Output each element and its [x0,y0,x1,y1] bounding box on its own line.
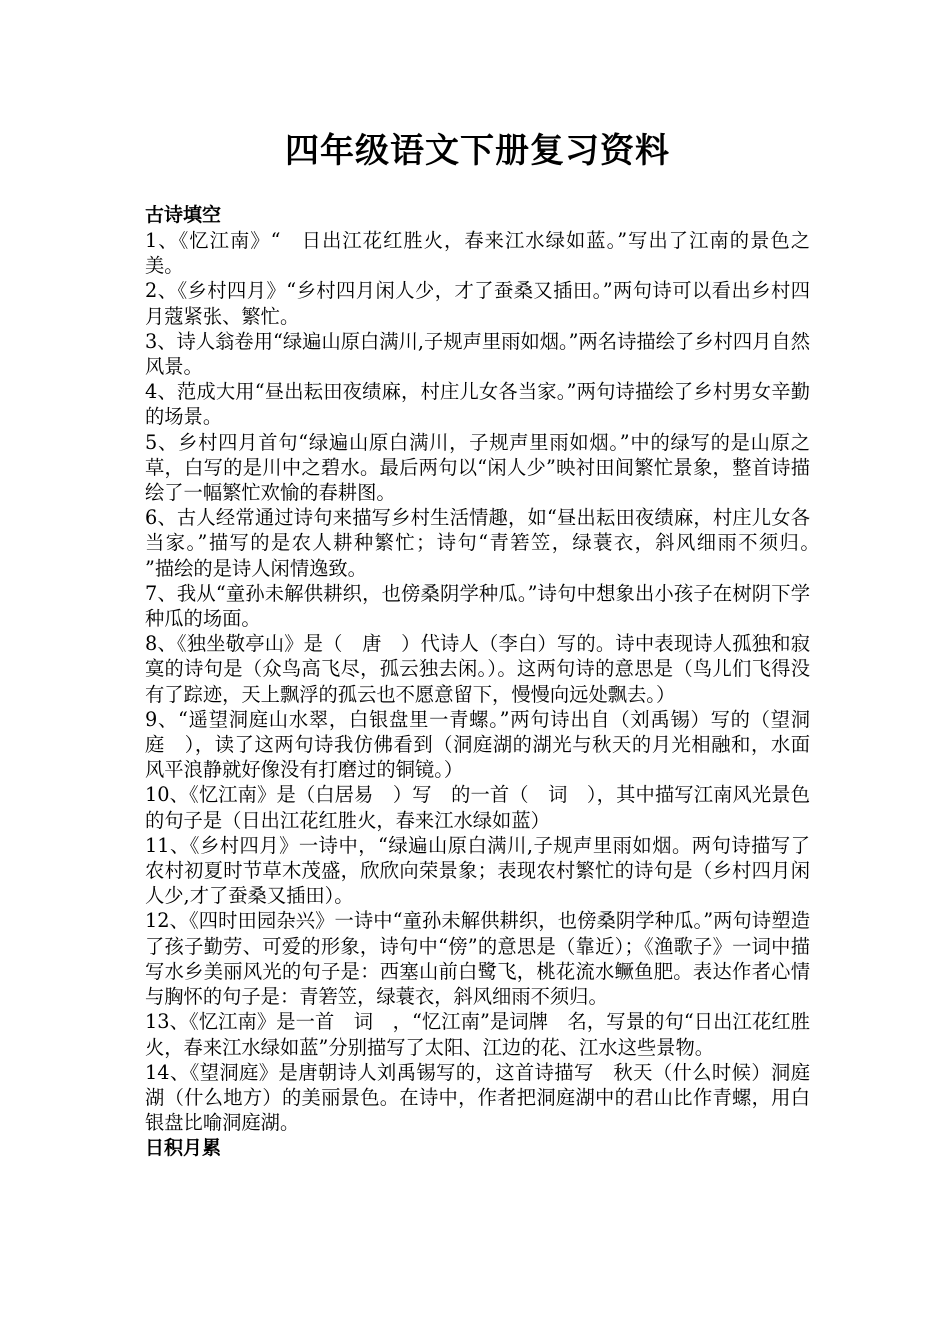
section-heading-poetry: 古诗填空 [145,204,222,226]
poetry-item-8: 8、《独坐敬亭山》是（ 唐 ）代诗人（李白）写的。诗中表现诗人孤独和寂寞的诗句是（众鸟高飞尽，孤云独去闲。）。这两句诗的意思是（鸟儿们飞得没有了踪迹，天上飘浮的孤云也不愿意留下，慢慢向远处飘去。） [145,632,810,706]
poetry-item-13: 13、《忆江南》是一首 词 ，“忆江南”是词牌 名，写景的句“日出江花红胜火，春来江水绿如蓝”分别描写了太阳、江边的花、江水这些景物。 [145,1010,810,1059]
poetry-item-1: 1、《忆江南》“ 日出江花红胜火，春来江水绿如蓝。”写出了江南的景色之美。 [145,229,810,278]
poetry-item-14: 14、《望洞庭》是唐朝诗人刘禹锡写的，这首诗描写 秋天（什么时候）洞庭湖（什么地方）的美丽景色。在诗中，作者把洞庭湖中的君山比作青螺，用白银盘比喻洞庭湖。 [145,1060,810,1135]
document-page [145,0,830,1161]
poetry-item-12: 12、《四时田园杂兴》一诗中“童孙未解供耕织，也傍桑阴学种瓜。”两句诗塑造了孩子勤劳、可爱的形象，诗句中“傍”的意思是（靠近）；《渔歌子》一词中描写水乡美丽风光的句子是：西塞山前白鹭飞，桃花流水鳜鱼肥。表达作者心情与胸怀的句子是：青箬笠，绿蓑衣，斜风细雨不须归。 [145,909,810,1009]
poetry-item-3: 3、诗人翁卷用“绿遍山原白满川,子规声里雨如烟。”两名诗描绘了乡村四月自然风景。 [145,329,810,379]
poetry-item-5: 5、乡村四月首句“绿遍山原白满川，子规声里雨如烟。”中的绿写的是山原之草，白写的是川中之碧水。最后两句以“闲人少”映衬田间繁忙景象，整首诗描绘了一幅繁忙欢愉的春耕图。 [145,430,810,505]
poetry-item-4: 4、范成大用“昼出耘田夜绩麻，村庄儿女各当家。”两句诗描绘了乡村男女辛勤的场景。 [145,380,810,429]
poetry-item-2: 2、《乡村四月》“乡村四月闲人少，才了蚕桑又插田。”两句诗可以看出乡村四月蔻紧张、繁忙。 [145,279,810,328]
poetry-item-9: 9、“遥望洞庭山水翠，白银盘里一青螺。”两句诗出自（刘禹锡）写的（望洞庭 ），读了这两句诗我仿佛看到（洞庭湖的湖光与秋天的月光相融和，水面风平浪静就好像没有打磨过的铜镜。） [145,707,810,782]
poetry-items-list [145,228,830,1135]
poetry-item-10: 10、《忆江南》是（白居易 ）写 的一首（ 词 ），其中描写江南风光景色的句子是（日出江花红胜火，春来江水绿如蓝） [145,783,810,832]
poetry-item-7: 7、我从“童孙未解供耕织，也傍桑阴学种瓜。”诗句中想象出小孩子在树阴下学种瓜的场面。 [145,581,810,631]
poetry-item-11: 11、《乡村四月》一诗中，“绿遍山原白满川,子规声里雨如烟。两句诗描写了农村初夏时节草木茂盛，欣欣向荣景象；表现农村繁忙的诗句是（乡村四月闲人少,才了蚕桑又插田）。 [145,833,810,908]
document-title: 四年级语文下册复习资料 [285,131,670,171]
section-heading-daily-accumulation: 日积月累 [145,1137,222,1160]
poetry-item-6: 6、古人经常通过诗句来描写乡村生活情趣，如“昼出耘田夜绩麻，村庄儿女各当家。”描写的是农人耕种繁忙；诗句“青箬笠，绿蓑衣，斜风细雨不须归。 ”描绘的是诗人闲情逸致。 [145,506,830,580]
